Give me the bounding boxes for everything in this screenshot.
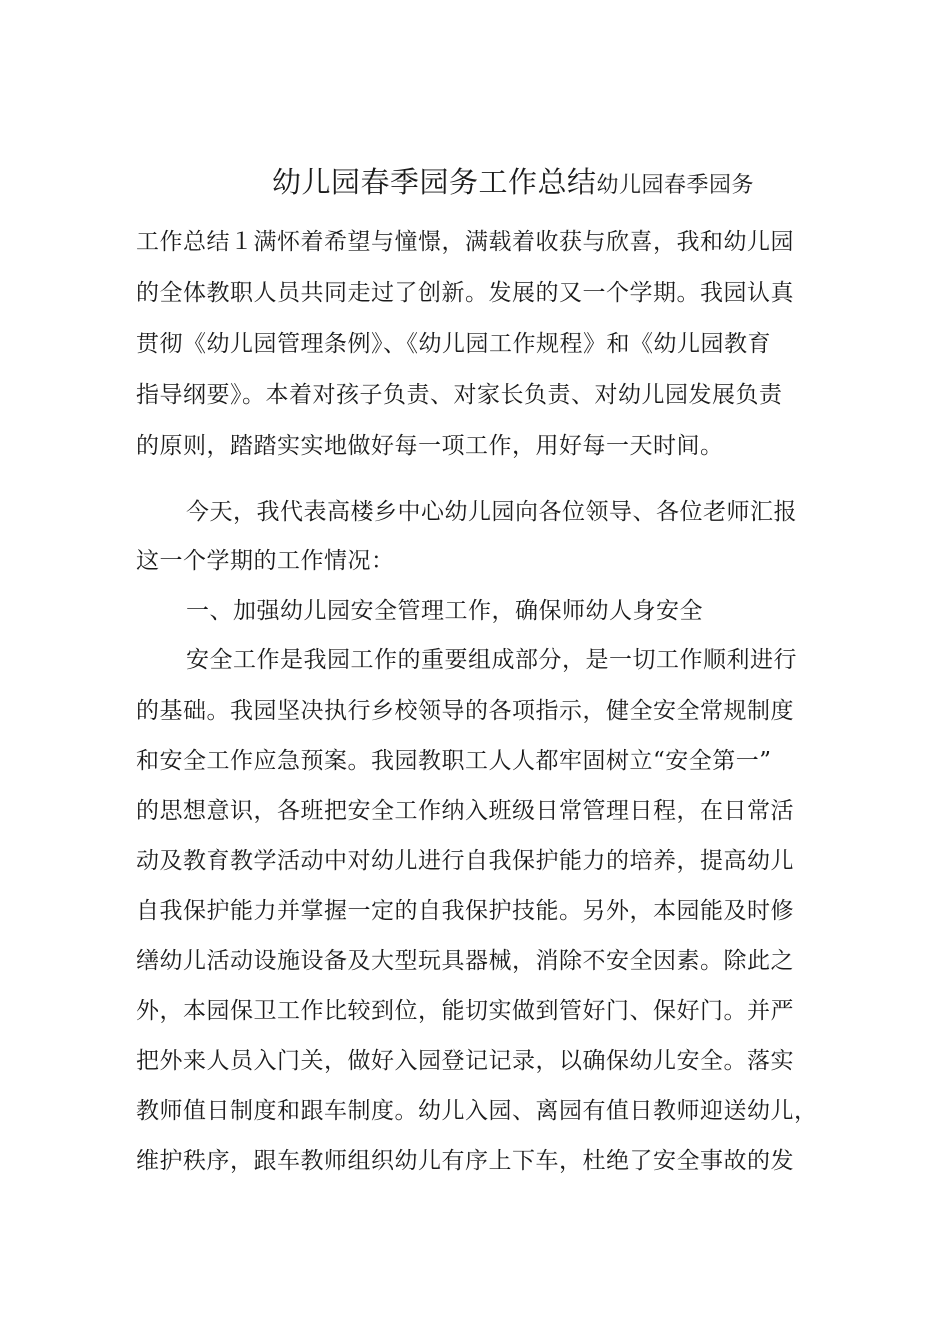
paragraph-line: 外，本园保卫工作比较到位，能切实做到管好门、保好门。并严 [136,998,794,1024]
paragraph-line: 贯彻《幼儿园管理条例》、《幼儿园工作规程》和《幼儿园教育 [136,331,771,357]
document-title-tail: 幼儿园春季园务 [596,173,755,198]
paragraph-line: 教师值日制度和跟车制度。幼儿入园、离园有值日教师迎送幼儿， [136,1098,818,1124]
paragraph-line: 和安全工作应急预案。我园教职工人人都牢固树立“安全第一” [136,748,772,774]
paragraph-line: 自我保护能力并掌握一定的自我保护技能。另外，本园能及时修 [136,898,794,924]
paragraph-line: 这一个学期的工作情况： [136,548,395,574]
paragraph-line: 的基础。我园坚决执行乡校领导的各项指示，健全安全常规制度 [136,698,794,724]
paragraph-line: 指导纲要》。本着对孩子负责、对家长负责、对幼儿园发展负责 [136,382,783,408]
paragraph-line: 的全体教职人员共同走过了创新。发展的又一个学期。我园认真 [136,280,794,306]
paragraph-line: 维护秩序，跟车教师组织幼儿有序上下车，杜绝了安全事故的发 [136,1148,794,1174]
paragraph-line: 的思想意识，各班把安全工作纳入班级日常管理日程，在日常活 [136,798,794,824]
paragraph-line: 缮幼儿活动设施设备及大型玩具器械，消除不安全因素。除此之 [136,948,794,974]
paragraph-line: 把外来人员入门关，做好入园登记记录，以确保幼儿安全。落实 [136,1048,794,1074]
document-title: 幼儿园春季园务工作总结 [272,165,597,199]
document-title-line [272,164,754,205]
paragraph-line: 工作总结１满怀着希望与憧憬，满载着收获与欣喜，我和幼儿园 [136,229,794,255]
paragraph-line: 动及教育教学活动中对幼儿进行自我保护能力的培养，提高幼儿 [136,848,794,874]
paragraph-line: 的原则，踏踏实实地做好每一项工作，用好每一天时间。 [136,433,724,459]
section-heading: 一、加强幼儿园安全管理工作，确保师幼人身安全 [186,598,703,624]
paragraph-line: 今天，我代表高楼乡中心幼儿园向各位领导、各位老师汇报 [186,499,797,525]
paragraph-line: 安全工作是我园工作的重要组成部分，是一切工作顺利进行 [186,647,797,673]
